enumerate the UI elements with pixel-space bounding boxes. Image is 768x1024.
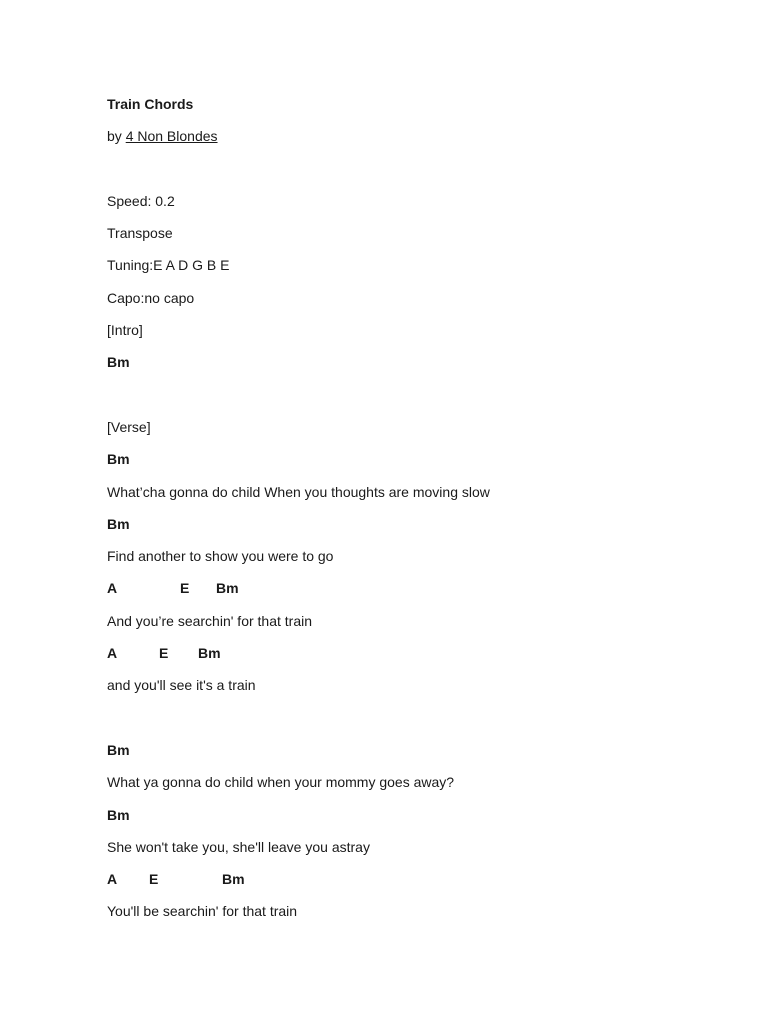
capo-info: Capo:no capo: [107, 289, 195, 306]
artist-link[interactable]: 4 Non Blondes: [125, 128, 218, 145]
chord-line: [107, 637, 727, 669]
chord: A: [107, 645, 118, 662]
lyric-line: What ya gonna do child when your mommy goes away?: [107, 774, 455, 791]
page-title: Train Chords: [107, 96, 194, 112]
lyric-line: Find another to show you were to go: [107, 548, 334, 565]
chord-line: Bm: [107, 515, 130, 532]
tuning-info: Tuning:E A D G B E: [107, 257, 230, 274]
chord-line: Bm: [107, 354, 130, 371]
byline-prefix: by: [107, 128, 126, 145]
spacer: [107, 702, 727, 734]
chord-line: [107, 863, 727, 895]
lyric-line: She won't take you, she'll leave you astray: [107, 838, 370, 855]
chord: A: [107, 580, 118, 597]
lyric-line: You'll be searchin' for that train: [107, 903, 298, 920]
spacer: [107, 379, 727, 411]
chord-line: [107, 572, 727, 604]
chord-line: Bm: [107, 451, 130, 468]
transpose-control[interactable]: Transpose: [107, 225, 173, 242]
chord-line: Bm: [107, 741, 130, 758]
chord-sheet: [107, 88, 727, 928]
chord: Bm: [216, 580, 239, 597]
chord: Bm: [198, 645, 221, 662]
section-label-verse: [Verse]: [107, 418, 151, 435]
spacer: [107, 153, 727, 185]
byline: [107, 120, 727, 152]
chord: E: [149, 871, 159, 888]
lyric-line: And you’re searchin' for that train: [107, 612, 313, 629]
chord: E: [180, 580, 190, 597]
section-label-intro: [Intro]: [107, 322, 143, 339]
chord: Bm: [222, 871, 245, 888]
chord-line: Bm: [107, 806, 130, 823]
speed-control[interactable]: Speed: 0.2: [107, 192, 175, 209]
lyric-line: What’cha gonna do child When you thoughts are moving slow: [107, 483, 490, 500]
lyric-line: and you'll see it's a train: [107, 677, 256, 694]
chord: A: [107, 871, 118, 888]
chord: E: [159, 645, 169, 662]
